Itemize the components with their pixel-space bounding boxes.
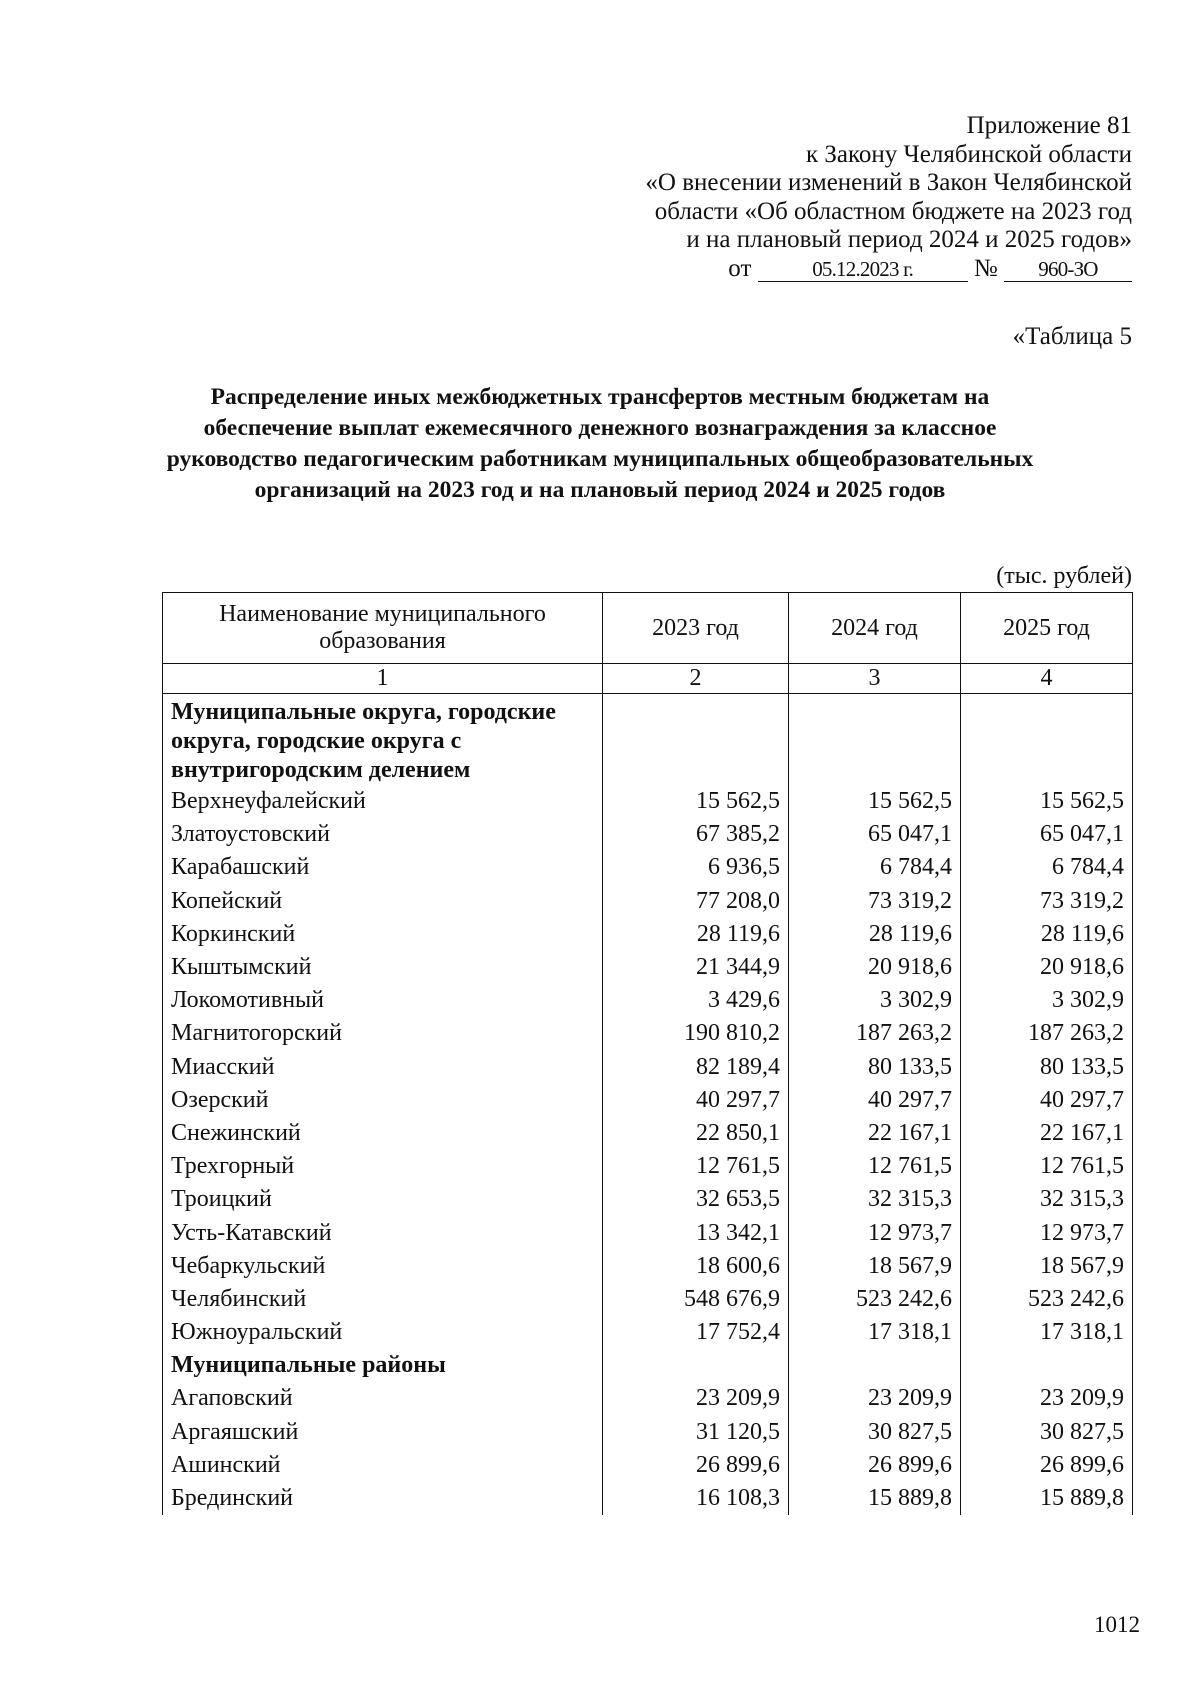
value-2024: 523 242,6 <box>789 1283 961 1316</box>
table-row <box>163 1250 1133 1283</box>
value-2024: 40 297,7 <box>789 1084 961 1117</box>
page-title: Распределение иных межбюджетных трансфертов местным бюджетам на обеспечение выплат ежемесячного денежного вознаграждения за классное руководство педагогическим работникам муниципальных общеобразовательных организаций на 2023 год и на плановый период 2024 и 2025 годов <box>166 384 1034 503</box>
value-2024: 65 047,1 <box>789 818 961 851</box>
value-2024: 23 209,9 <box>789 1382 961 1415</box>
value-2024: 73 319,2 <box>789 885 961 918</box>
table-row <box>163 1117 1133 1150</box>
column-number-row <box>163 664 1133 694</box>
empty-cell <box>603 1349 789 1382</box>
value-2023: 77 208,0 <box>603 885 789 918</box>
table-row <box>163 1084 1133 1117</box>
value-2023: 82 189,4 <box>603 1051 789 1084</box>
document-header <box>645 112 1132 283</box>
value-2023: 31 120,5 <box>603 1416 789 1449</box>
municipality-name: Аргаяшский <box>163 1416 603 1449</box>
table-header-row <box>163 593 1133 664</box>
table-label: «Таблица 5 <box>1012 323 1132 350</box>
law-title-line-1: «О внесении изменений в Закон Челябинской <box>645 169 1132 196</box>
appendix-label: Приложение 81 <box>966 112 1132 139</box>
column-number: 2 <box>603 664 789 694</box>
municipality-name: Троицкий <box>163 1183 603 1216</box>
value-2023: 21 344,9 <box>603 951 789 984</box>
table-row <box>163 1051 1133 1084</box>
municipality-name: Агаповский <box>163 1382 603 1415</box>
from-label: от <box>728 254 752 282</box>
value-2023: 17 752,4 <box>603 1316 789 1349</box>
value-2025: 17 318,1 <box>961 1316 1133 1349</box>
column-number: 1 <box>163 664 603 694</box>
value-2023: 22 850,1 <box>603 1117 789 1150</box>
value-2023: 40 297,7 <box>603 1084 789 1117</box>
value-2025: 65 047,1 <box>961 818 1133 851</box>
column-header-name: Наименование муниципального образования <box>163 593 603 664</box>
municipality-name: Златоустовский <box>163 818 603 851</box>
municipality-name: Карабашский <box>163 851 603 884</box>
municipality-name: Челябинский <box>163 1283 603 1316</box>
municipality-name: Брединский <box>163 1482 603 1515</box>
table-row <box>163 885 1133 918</box>
value-2025: 12 973,7 <box>961 1216 1133 1249</box>
value-2025: 73 319,2 <box>961 885 1133 918</box>
page-number: 1012 <box>1094 1612 1140 1637</box>
value-2024: 15 889,8 <box>789 1482 961 1515</box>
value-2023: 32 653,5 <box>603 1183 789 1216</box>
municipality-name: Миасский <box>163 1051 603 1084</box>
empty-cell <box>789 1349 961 1382</box>
value-2025: 15 889,8 <box>961 1482 1133 1515</box>
value-2023: 28 119,6 <box>603 918 789 951</box>
value-2024: 15 562,5 <box>789 785 961 818</box>
value-2023: 13 342,1 <box>603 1216 789 1249</box>
table-body <box>163 694 1133 1516</box>
value-2025: 26 899,6 <box>961 1449 1133 1482</box>
table-row <box>163 785 1133 818</box>
value-2025: 20 918,6 <box>961 951 1133 984</box>
table-row <box>163 1316 1133 1349</box>
table-row <box>163 1216 1133 1249</box>
value-2025: 18 567,9 <box>961 1250 1133 1283</box>
value-2024: 17 318,1 <box>789 1316 961 1349</box>
empty-cell <box>961 694 1133 786</box>
value-2024: 12 973,7 <box>789 1216 961 1249</box>
column-number: 3 <box>789 664 961 694</box>
value-2025: 523 242,6 <box>961 1283 1133 1316</box>
value-2023: 548 676,9 <box>603 1283 789 1316</box>
empty-cell <box>789 694 961 786</box>
value-2023: 16 108,3 <box>603 1482 789 1515</box>
value-2025: 22 167,1 <box>961 1117 1133 1150</box>
column-header-2024: 2024 год <box>789 593 961 664</box>
value-2023: 6 936,5 <box>603 851 789 884</box>
value-2024: 3 302,9 <box>789 984 961 1017</box>
municipality-name: Снежинский <box>163 1117 603 1150</box>
law-number: 960-ЗО <box>1004 257 1132 282</box>
section-title: Муниципальные районы <box>163 1349 603 1382</box>
value-2025: 12 761,5 <box>961 1150 1133 1183</box>
units-label: (тыс. рублей) <box>996 563 1132 589</box>
value-2023: 23 209,9 <box>603 1382 789 1415</box>
table-row <box>163 951 1133 984</box>
value-2024: 187 263,2 <box>789 1017 961 1050</box>
value-2023: 26 899,6 <box>603 1449 789 1482</box>
table-row <box>163 1449 1133 1482</box>
value-2023: 3 429,6 <box>603 984 789 1017</box>
table-row <box>163 1150 1133 1183</box>
value-2024: 20 918,6 <box>789 951 961 984</box>
value-2025: 23 209,9 <box>961 1382 1133 1415</box>
value-2025: 6 784,4 <box>961 851 1133 884</box>
column-header-2025: 2025 год <box>961 593 1133 664</box>
value-2025: 40 297,7 <box>961 1084 1133 1117</box>
municipality-name: Кыштымский <box>163 951 603 984</box>
value-2025: 15 562,5 <box>961 785 1133 818</box>
table-row <box>163 1382 1133 1415</box>
table-row <box>163 1283 1133 1316</box>
table-row <box>163 1416 1133 1449</box>
table-row <box>163 1017 1133 1050</box>
value-2024: 6 784,4 <box>789 851 961 884</box>
column-number: 4 <box>961 664 1133 694</box>
value-2024: 30 827,5 <box>789 1416 961 1449</box>
value-2024: 28 119,6 <box>789 918 961 951</box>
value-2025: 187 263,2 <box>961 1017 1133 1050</box>
value-2024: 18 567,9 <box>789 1250 961 1283</box>
municipality-name: Южноуральский <box>163 1316 603 1349</box>
municipality-name: Коркинский <box>163 918 603 951</box>
municipality-name: Копейский <box>163 885 603 918</box>
municipality-name: Чебаркульский <box>163 1250 603 1283</box>
value-2024: 22 167,1 <box>789 1117 961 1150</box>
law-title-line-3: и на плановый период 2024 и 2025 годов» <box>686 226 1132 253</box>
column-header-2023: 2023 год <box>603 593 789 664</box>
law-title-line-2: области «Об областном бюджете на 2023 год <box>654 197 1132 225</box>
value-2025: 3 302,9 <box>961 984 1133 1017</box>
value-2024: 80 133,5 <box>789 1051 961 1084</box>
value-2025: 80 133,5 <box>961 1051 1133 1084</box>
value-2023: 190 810,2 <box>603 1017 789 1050</box>
empty-cell <box>603 694 789 786</box>
number-label: № <box>973 254 998 282</box>
section-title: Муниципальные округа, городские округа, городские округа с внутригородским делением <box>163 694 603 786</box>
value-2024: 32 315,3 <box>789 1183 961 1216</box>
empty-cell <box>961 1349 1133 1382</box>
law-reference: к Закону Челябинской области <box>806 140 1132 168</box>
value-2023: 15 562,5 <box>603 785 789 818</box>
municipality-name: Трехгорный <box>163 1150 603 1183</box>
municipality-name: Усть-Катавский <box>163 1216 603 1249</box>
municipality-name: Озерский <box>163 1084 603 1117</box>
value-2023: 18 600,6 <box>603 1250 789 1283</box>
table-row <box>163 851 1133 884</box>
municipality-name: Верхнеуфалейский <box>163 785 603 818</box>
law-date-number <box>645 255 1132 284</box>
section-header-row <box>163 694 1133 786</box>
value-2024: 26 899,6 <box>789 1449 961 1482</box>
value-2023: 67 385,2 <box>603 818 789 851</box>
table-row <box>163 984 1133 1017</box>
table-row <box>163 1183 1133 1216</box>
municipality-name: Ашинский <box>163 1449 603 1482</box>
value-2023: 12 761,5 <box>603 1150 789 1183</box>
transfers-table <box>162 592 1133 1515</box>
value-2025: 30 827,5 <box>961 1416 1133 1449</box>
municipality-name: Магнитогорский <box>163 1017 603 1050</box>
value-2024: 12 761,5 <box>789 1150 961 1183</box>
table-row <box>163 1482 1133 1515</box>
value-2025: 28 119,6 <box>961 918 1133 951</box>
value-2025: 32 315,3 <box>961 1183 1133 1216</box>
section-header-row <box>163 1349 1133 1382</box>
table-row <box>163 818 1133 851</box>
law-date: 05.12.2023 г. <box>758 257 968 282</box>
table-row <box>163 918 1133 951</box>
municipality-name: Локомотивный <box>163 984 603 1017</box>
